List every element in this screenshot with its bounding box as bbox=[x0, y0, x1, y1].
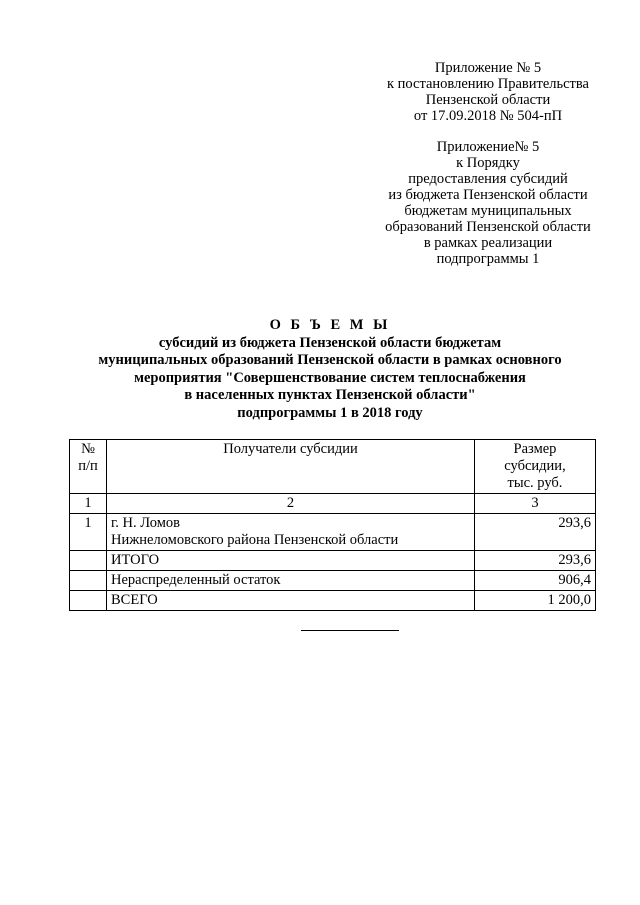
appendix-line: в рамках реализации bbox=[423, 235, 553, 251]
recipient-line: г. Н. Ломов bbox=[111, 515, 181, 531]
title-line: подпрограммы 1 в 2018 году bbox=[237, 404, 423, 421]
total-amount: 1 200,0 bbox=[475, 591, 596, 611]
header-number-line: п/п bbox=[78, 458, 98, 474]
row-amount: 293,6 bbox=[475, 514, 596, 551]
title-line: в населенных пунктах Пензенской области" bbox=[184, 387, 476, 403]
row-recipient bbox=[107, 514, 475, 551]
column-number: 1 bbox=[70, 494, 107, 514]
recipient-line: Нижнеломовского района Пензенской области bbox=[111, 532, 399, 548]
appendix-line: подпрограммы 1 bbox=[436, 251, 540, 267]
row-number: 1 bbox=[70, 514, 107, 551]
header-recipients bbox=[107, 440, 475, 494]
header-number-line: № bbox=[81, 441, 95, 457]
total-label: Нераспределенный остаток bbox=[107, 571, 475, 591]
header-amount-line: Размер bbox=[513, 441, 557, 457]
appendix-reference-government-decree bbox=[370, 60, 606, 124]
column-number: 2 bbox=[107, 494, 475, 514]
header-amount bbox=[475, 440, 596, 494]
header-amount-line: тыс. руб. bbox=[507, 475, 563, 491]
appendix-line: бюджетам муниципальных bbox=[404, 203, 572, 219]
empty-cell bbox=[70, 591, 107, 611]
appendix-line: Приложение № 5 bbox=[434, 60, 542, 76]
subsidy-table bbox=[69, 439, 596, 611]
title-line: мероприятия "Совершенствование систем теплоснабжения bbox=[134, 369, 526, 386]
title-line: субсидий из бюджета Пензенской области бюджетам bbox=[158, 334, 502, 351]
empty-cell bbox=[70, 551, 107, 571]
header-recipients-text: Получатели субсидии bbox=[223, 441, 358, 457]
end-of-document-rule bbox=[301, 630, 399, 631]
header-number bbox=[70, 440, 107, 494]
total-amount: 293,6 bbox=[475, 551, 596, 571]
table-row bbox=[70, 514, 596, 551]
title-heading: О Б Ъ Е М Ы bbox=[269, 317, 391, 333]
total-label: ИТОГО bbox=[107, 551, 475, 571]
empty-cell bbox=[70, 571, 107, 591]
total-label: ВСЕГО bbox=[107, 591, 475, 611]
title-line: муниципальных образований Пензенской области в рамках основного bbox=[98, 352, 562, 368]
appendix-line: предоставления субсидий bbox=[408, 171, 568, 187]
appendix-line: образований Пензенской области bbox=[385, 219, 591, 235]
column-number-row bbox=[70, 494, 596, 514]
appendix-line: Приложение№ 5 bbox=[436, 139, 540, 155]
table-header-row bbox=[70, 440, 596, 494]
appendix-line: к постановлению Правительства bbox=[387, 76, 589, 92]
document-title bbox=[40, 317, 620, 422]
column-number: 3 bbox=[475, 494, 596, 514]
appendix-line: от 17.09.2018 № 504-пП bbox=[413, 108, 563, 124]
header-amount-line: субсидии, bbox=[504, 458, 566, 474]
total-amount: 906,4 bbox=[475, 571, 596, 591]
total-row bbox=[70, 571, 596, 591]
appendix-line: Пензенской области bbox=[425, 92, 551, 108]
appendix-line: из бюджета Пензенской области bbox=[388, 187, 588, 203]
appendix-line: к Порядку bbox=[456, 155, 520, 171]
appendix-reference-procedure bbox=[370, 139, 606, 267]
total-row bbox=[70, 591, 596, 611]
total-row bbox=[70, 551, 596, 571]
